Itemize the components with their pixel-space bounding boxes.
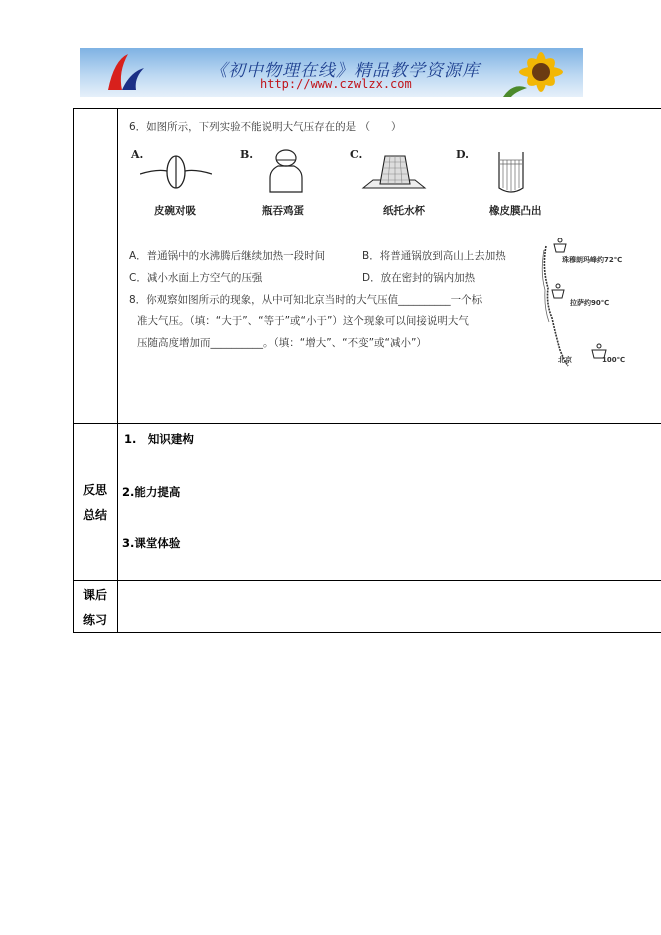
option-c-letter: C. [350, 148, 363, 161]
option-a-letter: A. [131, 148, 144, 161]
suction-cups-figure [140, 152, 212, 192]
question-7-option-b: B．将普通锅放到高山上去加热 [362, 250, 506, 262]
option-b-letter: B. [240, 148, 254, 161]
label-everest: 珠穆朗玛峰约72℃ [562, 256, 623, 264]
caption-a: 皮碗对吸 [154, 205, 196, 217]
reflection-item-knowledge: 1. 知识建构 [124, 432, 194, 446]
reflection-side-label-1: 反思 [83, 483, 108, 497]
reflection-side-label-2: 总结 [83, 508, 108, 522]
banner-url[interactable]: http://www.czwlzx.com [260, 77, 412, 91]
homework-side-label-2: 练习 [83, 613, 108, 627]
reflection-item-experience: 3.课堂体验 [122, 536, 181, 550]
question-8-line-1: 8．你观察如图所示的现象，从中可知北京当时的大气压值__________一个标 [129, 294, 483, 306]
homework-side-label-1: 课后 [83, 588, 108, 602]
caption-d: 橡皮膜凸出 [489, 205, 542, 217]
header-banner [80, 48, 583, 97]
question-7-option-c: C．减小水面上方空气的压强 [129, 272, 263, 284]
question-8-line-2: 准大气压。（填：“大于”、“等于”或“小于”）这个现象可以间接说明大气 [137, 315, 469, 327]
rubber-membrane-figure [493, 150, 529, 198]
question-6-text: 6．如图所示，下列实验不能说明大气压存在的是 （ ） [129, 121, 402, 133]
label-beijing: 北京 [558, 356, 572, 364]
logo-icon [100, 50, 150, 96]
question-7-option-a: A．普通锅中的水沸腾后继续加热一段时间 [129, 250, 326, 262]
label-beijing-temp: 100℃ [602, 356, 626, 364]
label-lhasa: 拉萨约90℃ [570, 299, 610, 307]
question-7-option-d: D．放在密封的锅内加热 [362, 272, 476, 284]
question-8-line-3: 压随高度增加而__________。（填：“增大”、“不变”或“减小”） [137, 337, 427, 349]
paper-cup-figure [355, 152, 435, 198]
reflection-item-ability: 2.能力提高 [122, 485, 181, 499]
caption-b: 瓶吞鸡蛋 [262, 205, 304, 217]
option-d-letter: D. [456, 148, 469, 161]
bottle-egg-figure [262, 148, 312, 196]
banner-title: 《初中物理在线》精品教学资源库 [210, 61, 480, 81]
caption-c: 纸托水杯 [383, 205, 425, 217]
sunflower-icon [493, 48, 583, 97]
